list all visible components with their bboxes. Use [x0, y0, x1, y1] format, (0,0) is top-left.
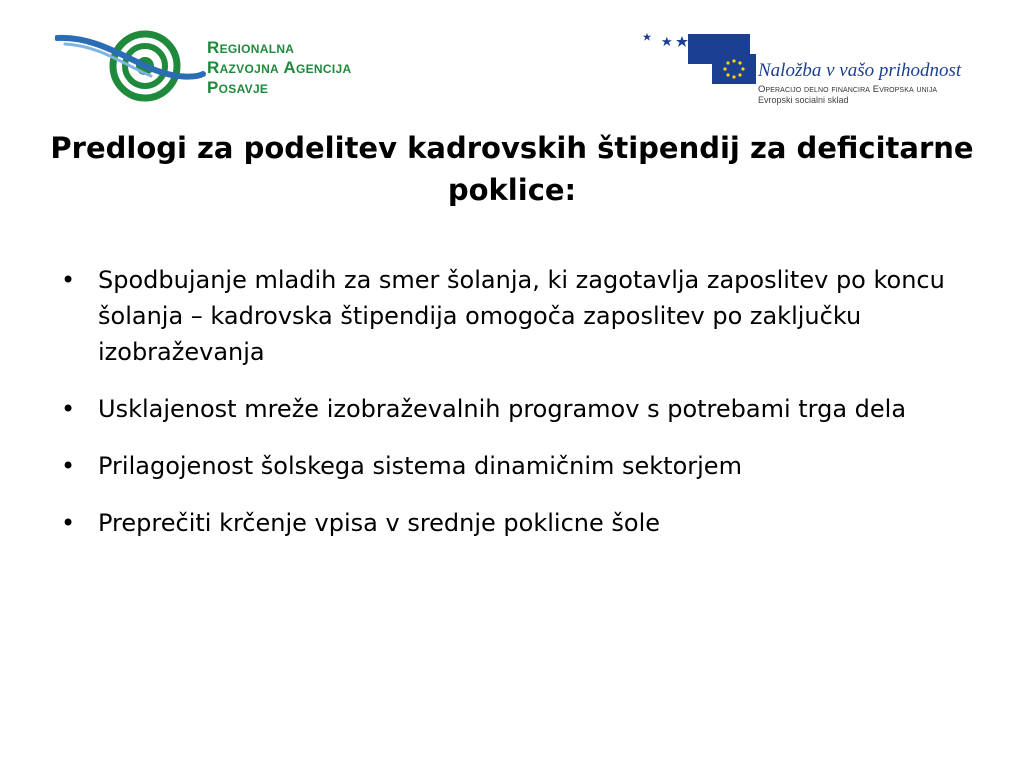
eu-flag-icon — [712, 54, 756, 84]
bullet-dot: • — [61, 452, 76, 480]
bullet-list — [57, 262, 957, 562]
eu-fund-name: Evropski socialni sklad — [758, 95, 849, 105]
bullet-dot: • — [61, 509, 76, 537]
eu-tagline: Naložba v vašo prihodnost — [758, 60, 962, 81]
bullet-dot: • — [61, 395, 76, 423]
list-item — [57, 505, 957, 541]
eu-cofinancing-line: Operacijo delno financira Evropska unija — [758, 84, 938, 95]
bullet-dot: • — [61, 266, 76, 294]
slide-title: Predlogi za podelitev kadrovskih štipendij za deficitarne poklice: — [50, 131, 974, 207]
bullet-text: Prilagojenost šolskega sistema dinamičnim sektorjem — [98, 452, 742, 480]
rra-name-line-2: Razvojna Agencija — [207, 58, 352, 77]
rra-name-line-3: Posavje — [207, 78, 269, 97]
bullet-text: Preprečiti krčenje vpisa v srednje poklicne šole — [98, 509, 661, 537]
bullet-text: Spodbujanje mladih za smer šolanja, ki zagotavlja zaposlitev po koncu šolanja – kadrovska štipendija omogoča zaposlitev po zaključku izobraževanja — [98, 266, 945, 366]
bullet-text: Usklajenost mreže izobraževalnih programov s potrebami trga dela — [98, 395, 907, 423]
list-item — [57, 391, 957, 427]
list-item — [57, 262, 957, 370]
rra-name — [207, 38, 351, 98]
list-item — [57, 448, 957, 484]
swirl-icon — [57, 34, 203, 98]
rra-name-line-1: Regionalna — [207, 38, 295, 57]
